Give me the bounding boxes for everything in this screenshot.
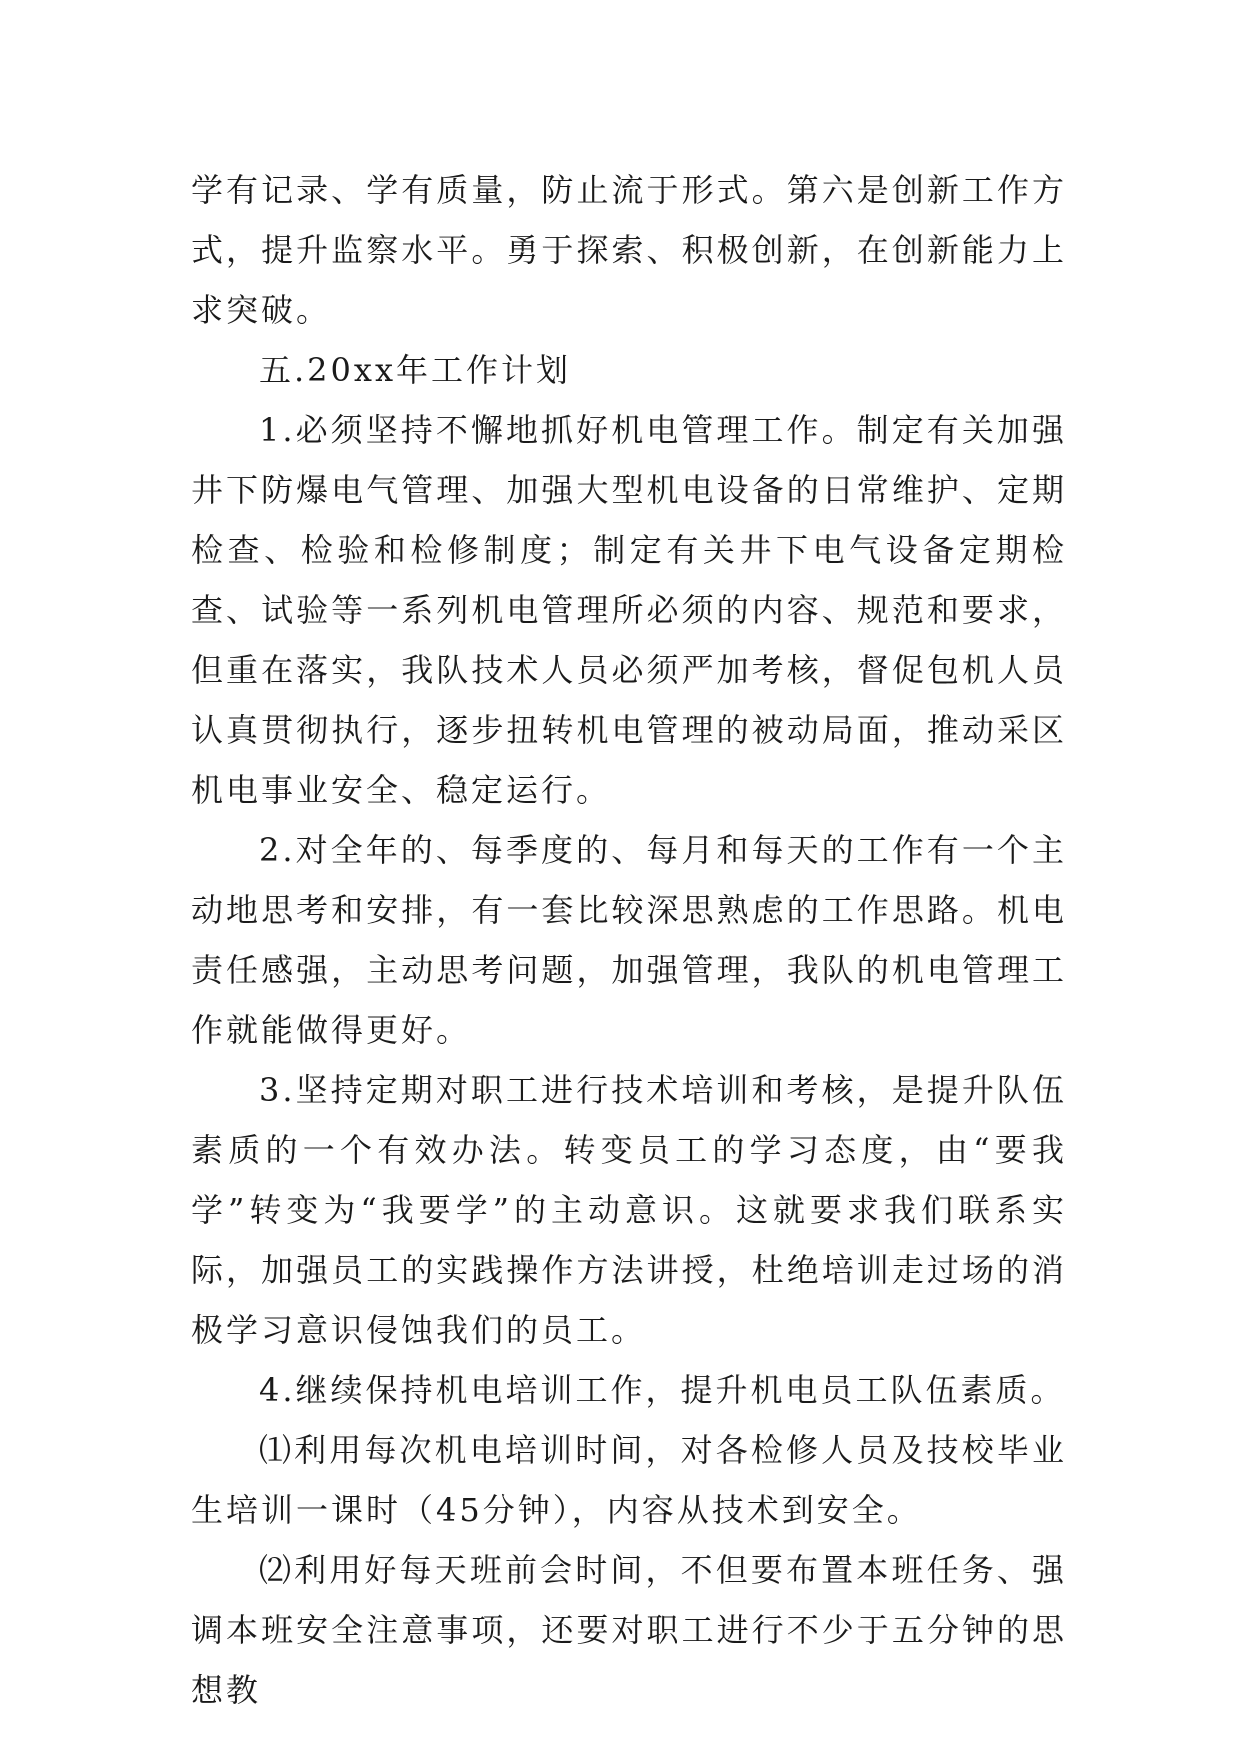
paragraph-item-3: 3.坚持定期对职工进行技术培训和考核，是提升队伍素质的一个有效办法。转变员工的学习态度，由“要我学”转变为“我要学”的主动意识。这就要求我们联系实际，加强员工的实践操作方法讲授，杜绝培训走过场的消极学习意识侵蚀我们的员工。 <box>191 1071 1067 1349</box>
paragraph-subitem-1: ⑴利用每次机电培训时间，对各检修人员及技校毕业生培训一课时（45分钟），内容从技术到安全。 <box>191 1431 1067 1529</box>
paragraph-continuation: 学有记录、学有质量，防止流于形式。第六是创新工作方式，提升监察水平。勇于探索、积极创新，在创新能力上求突破。 <box>191 171 1067 329</box>
section-heading: 五.20xx年工作计划 <box>259 351 571 389</box>
paragraph-item-2: 2.对全年的、每季度的、每月和每天的工作有一个主动地思考和安排，有一套比较深思熟虑的工作思路。机电责任感强，主动思考问题，加强管理，我队的机电管理工作就能做得更好。 <box>191 831 1067 1049</box>
document-body <box>191 160 1067 1720</box>
paragraph-item-4: 4.继续保持机电培训工作，提升机电员工队伍素质。 <box>259 1371 1066 1409</box>
paragraph-subitem-2: ⑵利用好每天班前会时间，不但要布置本班任务、强调本班安全注意事项，还要对职工进行不少于五分钟的思想教 <box>191 1551 1067 1709</box>
paragraph-item-1: 1.必须坚持不懈地抓好机电管理工作。制定有关加强井下防爆电气管理、加强大型机电设备的日常维护、定期检查、检验和检修制度；制定有关井下电气设备定期检查、试验等一系列机电管理所必须的内容、规范和要求，但重在落实，我队技术人员必须严加考核，督促包机人员认真贯彻执行，逐步扭转机电管理的被动局面，推动采区机电事业安全、稳定运行。 <box>191 411 1067 809</box>
